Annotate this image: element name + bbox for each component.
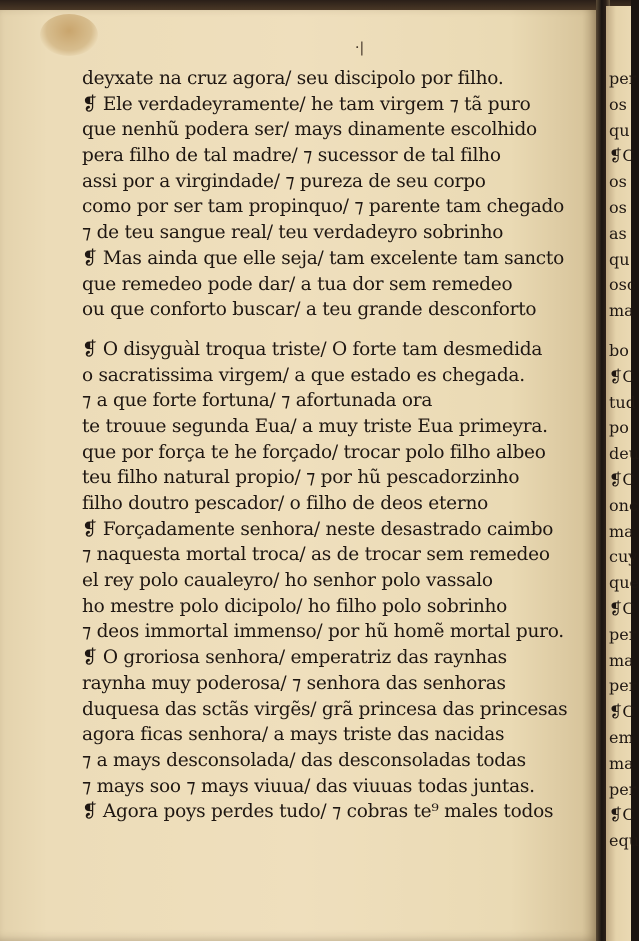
facing-line-fragment: ❡C	[609, 366, 635, 386]
verse-line: ❡ Agora poys perdes tudo/ ⁊ cobras te⁹ males todos	[82, 801, 554, 823]
verse-line: ❡ Forçadamente senhora/ neste desastrado caimbo	[82, 518, 554, 540]
verse-line: ❡ O groriosa senhora/ emperatriz das raynhas	[82, 647, 507, 669]
facing-line-fragment: per	[609, 676, 637, 696]
facing-line-fragment: qu	[609, 120, 630, 140]
verse-line: ⁊ de teu sangue real/ teu verdadeyro sobrinho	[82, 222, 504, 244]
facing-line-fragment: as	[609, 223, 627, 243]
top-edge	[0, 0, 631, 10]
facing-line-fragment: per	[609, 779, 637, 799]
page-mark: ·|	[355, 40, 365, 56]
facing-line-fragment: osc	[609, 275, 636, 295]
verse-stanza-2	[82, 337, 598, 825]
facing-line-fragment: per	[609, 69, 637, 88]
facing-line-fragment: ❡C	[609, 469, 635, 489]
verse-line: como por ser tam propinquo/ ⁊ parente tam chegado	[82, 196, 564, 218]
facing-line-fragment: qu	[609, 249, 630, 269]
facing-line-fragment: tud	[609, 392, 636, 412]
facing-stanza-1	[609, 66, 637, 324]
facing-line-fragment: po	[609, 418, 629, 438]
facing-gap	[609, 324, 631, 338]
facing-line-fragment: deu	[609, 444, 639, 464]
verse-line: ❡ Ele verdadeyramente/ he tam virgem ⁊ tã puro	[82, 93, 531, 115]
verse-line: ❡ Mas ainda que elle seja/ tam excelente tam sancto	[82, 247, 564, 269]
verse-line: que por força te he forçado/ trocar polo filho albeo	[82, 441, 546, 463]
verse-text	[82, 66, 598, 825]
facing-line-fragment: ❡C	[609, 598, 635, 618]
verse-line: pera filho de tal madre/ ⁊ sucessor de tal filho	[82, 145, 501, 167]
verse-line: ou que conforto buscar/ a teu grande desconforto	[82, 299, 537, 321]
facing-line-fragment: ❡C	[609, 805, 635, 825]
facing-line-fragment: os	[609, 94, 627, 114]
verse-line: teu filho natural propio/ ⁊ por hũ pescadorzinho	[82, 467, 520, 489]
stanza-gap	[82, 323, 598, 337]
verse-line: raynha muy poderosa/ ⁊ senhora das senhoras	[82, 672, 506, 694]
facing-line-fragment: ❡C	[609, 146, 635, 166]
verse-line: ⁊ naquesta mortal troca/ as de trocar sem remedeo	[82, 544, 550, 566]
verse-stanza-1	[82, 66, 598, 323]
facing-line-fragment: os	[609, 172, 627, 192]
verse-line: ⁊ deos immortal immenso/ por hũ homẽ mortal puro.	[82, 621, 564, 643]
verse-line: ⁊ a que forte fortuna/ ⁊ afortunada ora	[82, 390, 433, 412]
facing-line-fragment: os	[609, 197, 627, 217]
verse-line: o sacratissima virgem/ a que estado es chegada.	[82, 364, 525, 386]
verse-line: que remedeo pode dar/ a tua dor sem remedeo	[82, 273, 513, 295]
facing-line-fragment: ❡C	[609, 702, 635, 722]
facing-line-fragment: que	[609, 573, 639, 593]
verse-line: assi por a virgindade/ ⁊ pureza de seu corpo	[82, 170, 486, 192]
facing-line-fragment: ma	[609, 753, 634, 773]
facing-line-fragment: bo	[609, 340, 629, 360]
verse-line: ⁊ a mays desconsolada/ das desconsoladas todas	[82, 749, 526, 771]
verse-line: te trouue segunda Eua/ a muy triste Eua primeyra.	[82, 415, 548, 437]
facing-line-fragment: ma	[609, 521, 634, 541]
facing-line-fragment: ma	[609, 301, 634, 321]
facing-page-fragments	[609, 66, 639, 854]
verse-line: filho doutro pescador/ o filho de deos eterno	[82, 493, 489, 514]
facing-line-fragment: em	[609, 727, 634, 747]
verse-line: deyxate na cruz agora/ seu discipolo por filho.	[82, 68, 504, 89]
verse-line: que nenhũ podera ser/ mays dinamente escolhido	[82, 119, 537, 141]
facing-line-fragment: onc	[609, 495, 638, 515]
facing-line-fragment: cuy	[609, 547, 638, 567]
facing-stanza-2	[609, 338, 639, 854]
water-stain	[40, 14, 98, 56]
verse-line: ⁊ mays soo ⁊ mays viuua/ das viuuas todas juntas.	[82, 775, 535, 797]
verse-line: el rey polo caualeyro/ ho senhor polo vassalo	[82, 570, 493, 592]
verse-line: ho mestre polo dicipolo/ ho filho polo sobrinho	[82, 595, 508, 617]
facing-line-fragment: per	[609, 624, 637, 644]
verse-line: agora ficas senhora/ a mays triste das nacidas	[82, 724, 505, 746]
facing-line-fragment: ma	[609, 650, 634, 670]
verse-line: duquesa das sctãs virgẽs/ grã princesa das princesas	[82, 698, 568, 720]
facing-line-fragment: equ	[609, 831, 639, 851]
verse-line: ❡ O disyguàl troqua triste/ O forte tam desmedida	[82, 338, 543, 360]
